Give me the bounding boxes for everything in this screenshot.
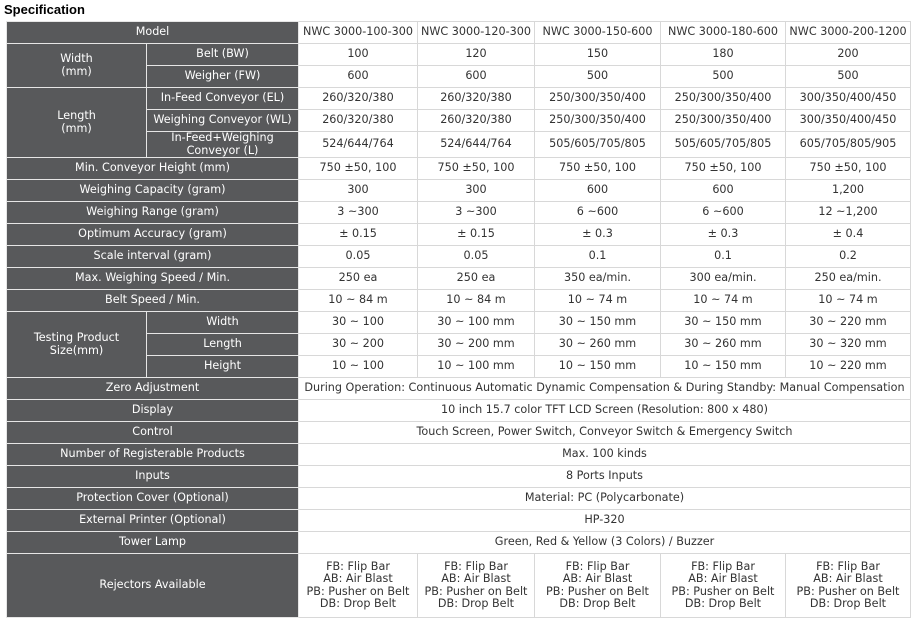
table-cell: Green, Red & Yellow (3 Colors) / Buzzer: [299, 532, 911, 554]
row-label: Inputs: [7, 466, 299, 488]
table-cell: 500: [661, 66, 786, 88]
row-label: Weighing Conveyor (WL): [147, 110, 299, 132]
table-cell: 250 ea: [299, 268, 418, 290]
table-cell: 30 ~ 150 mm: [535, 312, 661, 334]
row-label: Optimum Accuracy (gram): [7, 224, 299, 246]
table-cell: 0.05: [299, 246, 418, 268]
table-cell: 30 ~ 260 mm: [535, 334, 661, 356]
table-cell: Touch Screen, Power Switch, Conveyor Switch & Emergency Switch: [299, 422, 911, 444]
table-cell: 30 ~ 200: [299, 334, 418, 356]
table-row: [7, 224, 911, 246]
table-cell: 600: [661, 180, 786, 202]
table-cell: 250/300/350/400: [661, 110, 786, 132]
row-label: In-Feed Conveyor (EL): [147, 88, 299, 110]
table-cell: 30 ~ 200 mm: [418, 334, 535, 356]
rejector-list: FB: Flip Bar AB: Air Blast PB: Pusher on Belt DB: Drop Belt: [661, 554, 786, 618]
table-cell: Max. 100 kinds: [299, 444, 911, 466]
table-row: [7, 88, 911, 110]
row-group-label-width: Width (mm): [7, 44, 147, 88]
table-cell: 6 ~600: [535, 202, 661, 224]
row-label: Weighing Range (gram): [7, 202, 299, 224]
table-cell: 30 ~ 220 mm: [786, 312, 911, 334]
model-name: NWC 3000-120-300: [418, 22, 535, 44]
table-row: [7, 400, 911, 422]
table-cell: 600: [535, 180, 661, 202]
table-cell: 300: [299, 180, 418, 202]
row-label: In-Feed+Weighing Conveyor (L): [147, 132, 299, 158]
table-cell: 750 ±50, 100: [661, 158, 786, 180]
table-cell: 150: [535, 44, 661, 66]
table-cell: 260/320/380: [299, 110, 418, 132]
table-cell: 505/605/705/805: [661, 132, 786, 158]
table-cell: ± 0.15: [299, 224, 418, 246]
table-cell: 300: [418, 180, 535, 202]
table-cell: 524/644/764: [299, 132, 418, 158]
row-group-label-testing: Testing Product Size(mm): [7, 312, 147, 378]
rejector-list: FB: Flip Bar AB: Air Blast PB: Pusher on Belt DB: Drop Belt: [786, 554, 911, 618]
table-cell: 0.1: [535, 246, 661, 268]
row-label: Zero Adjustment: [7, 378, 299, 400]
table-cell: 30 ~ 150 mm: [661, 312, 786, 334]
table-cell: 750 ±50, 100: [535, 158, 661, 180]
specification-table: [6, 21, 911, 618]
row-label: Weighing Capacity (gram): [7, 180, 299, 202]
rejector-list: FB: Flip Bar AB: Air Blast PB: Pusher on Belt DB: Drop Belt: [299, 554, 418, 618]
table-cell: ± 0.4: [786, 224, 911, 246]
row-label: External Printer (Optional): [7, 510, 299, 532]
table-row: [7, 532, 911, 554]
table-cell: 6 ~600: [661, 202, 786, 224]
row-label: Number of Registerable Products: [7, 444, 299, 466]
table-row: [7, 290, 911, 312]
model-header: Model: [7, 22, 299, 44]
table-cell: 500: [535, 66, 661, 88]
table-cell: 300 ea/min.: [661, 268, 786, 290]
table-cell: 10 ~ 220 mm: [786, 356, 911, 378]
row-label: Rejectors Available: [7, 554, 299, 618]
table-cell: During Operation: Continuous Automatic Dynamic Compensation & During Standby: Manual Compensation: [299, 378, 911, 400]
table-cell: 505/605/705/805: [535, 132, 661, 158]
table-row: [7, 44, 911, 66]
row-label: Min. Conveyor Height (mm): [7, 158, 299, 180]
table-cell: ± 0.3: [661, 224, 786, 246]
table-row: [7, 422, 911, 444]
model-name: NWC 3000-100-300: [299, 22, 418, 44]
table-cell: 200: [786, 44, 911, 66]
row-label: Control: [7, 422, 299, 444]
row-group-label-length: Length (mm): [7, 88, 147, 158]
rejector-list: FB: Flip Bar AB: Air Blast PB: Pusher on Belt DB: Drop Belt: [535, 554, 661, 618]
table-cell: 750 ±50, 100: [418, 158, 535, 180]
table-cell: 10 ~ 100: [299, 356, 418, 378]
table-cell: 250/300/350/400: [535, 110, 661, 132]
model-name: NWC 3000-150-600: [535, 22, 661, 44]
row-label: Max. Weighing Speed / Min.: [7, 268, 299, 290]
table-cell: 3 ~300: [418, 202, 535, 224]
row-label: Protection Cover (Optional): [7, 488, 299, 510]
table-cell: 8 Ports Inputs: [299, 466, 911, 488]
table-cell: 10 ~ 150 mm: [661, 356, 786, 378]
table-row: [7, 378, 911, 400]
row-label: Scale interval (gram): [7, 246, 299, 268]
table-cell: 100: [299, 44, 418, 66]
table-row: [7, 488, 911, 510]
table-cell: 10 ~ 84 m: [418, 290, 535, 312]
table-cell: 10 ~ 74 m: [535, 290, 661, 312]
table-cell: 30 ~ 100 mm: [418, 312, 535, 334]
table-cell: 10 ~ 150 mm: [535, 356, 661, 378]
table-cell: 605/705/805/905: [786, 132, 911, 158]
model-name: NWC 3000-200-1200: [786, 22, 911, 44]
table-cell: 30 ~ 100: [299, 312, 418, 334]
table-cell: 30 ~ 320 mm: [786, 334, 911, 356]
table-cell: 524/644/764: [418, 132, 535, 158]
table-row: [7, 246, 911, 268]
table-cell: 180: [661, 44, 786, 66]
table-cell: ± 0.3: [535, 224, 661, 246]
row-label: Display: [7, 400, 299, 422]
table-cell: 600: [418, 66, 535, 88]
table-cell: 10 ~ 84 m: [299, 290, 418, 312]
table-cell: 0.2: [786, 246, 911, 268]
table-cell: 260/320/380: [418, 88, 535, 110]
table-cell: 12 ~1,200: [786, 202, 911, 224]
table-cell: 10 ~ 74 m: [786, 290, 911, 312]
table-cell: 500: [786, 66, 911, 88]
table-row: [7, 554, 911, 618]
table-cell: 260/320/380: [299, 88, 418, 110]
table-row: [7, 510, 911, 532]
table-cell: 10 ~ 74 m: [661, 290, 786, 312]
table-header-row: [7, 22, 911, 44]
table-cell: HP-320: [299, 510, 911, 532]
table-cell: 10 ~ 100 mm: [418, 356, 535, 378]
row-label: Tower Lamp: [7, 532, 299, 554]
table-cell: 0.05: [418, 246, 535, 268]
row-label: Belt Speed / Min.: [7, 290, 299, 312]
table-cell: 1,200: [786, 180, 911, 202]
table-cell: 300/350/400/450: [786, 88, 911, 110]
page-title: Specification: [4, 2, 85, 17]
table-cell: 260/320/380: [418, 110, 535, 132]
table-cell: 30 ~ 260 mm: [661, 334, 786, 356]
table-row: [7, 444, 911, 466]
rejector-list: FB: Flip Bar AB: Air Blast PB: Pusher on Belt DB: Drop Belt: [418, 554, 535, 618]
table-cell: ± 0.15: [418, 224, 535, 246]
table-cell: 250 ea/min.: [786, 268, 911, 290]
table-cell: 300/350/400/450: [786, 110, 911, 132]
table-row: [7, 158, 911, 180]
table-cell: 350 ea/min.: [535, 268, 661, 290]
table-cell: 250/300/350/400: [535, 88, 661, 110]
table-row: [7, 466, 911, 488]
row-label: Belt (BW): [147, 44, 299, 66]
row-label: Weigher (FW): [147, 66, 299, 88]
table-cell: 600: [299, 66, 418, 88]
table-cell: Material: PC (Polycarbonate): [299, 488, 911, 510]
table-cell: 0.1: [661, 246, 786, 268]
row-label: Height: [147, 356, 299, 378]
row-label: Length: [147, 334, 299, 356]
table-cell: 120: [418, 44, 535, 66]
table-cell: 750 ±50, 100: [786, 158, 911, 180]
table-row: [7, 312, 911, 334]
table-cell: 250 ea: [418, 268, 535, 290]
table-cell: 250/300/350/400: [661, 88, 786, 110]
table-cell: 750 ±50, 100: [299, 158, 418, 180]
table-cell: 3 ~300: [299, 202, 418, 224]
table-row: [7, 202, 911, 224]
table-row: [7, 180, 911, 202]
table-cell: 10 inch 15.7 color TFT LCD Screen (Resolution: 800 x 480): [299, 400, 911, 422]
model-name: NWC 3000-180-600: [661, 22, 786, 44]
row-label: Width: [147, 312, 299, 334]
table-row: [7, 268, 911, 290]
